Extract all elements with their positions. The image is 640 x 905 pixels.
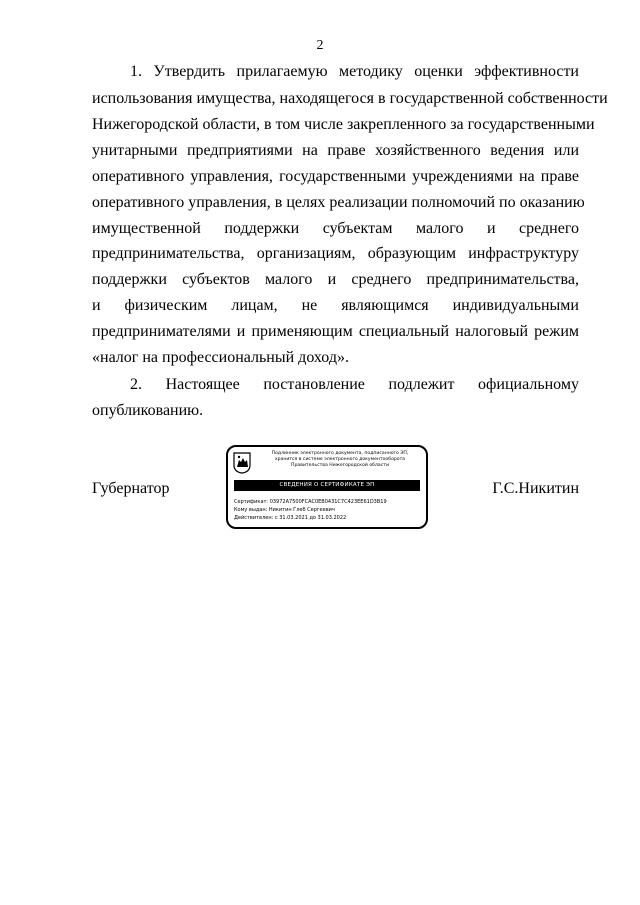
stamp-title: СВЕДЕНИЯ О СЕРТИФИКАТЕ ЭП [234, 480, 420, 491]
text-line: оперативного управления, государственными учреждениями на праве [92, 168, 579, 185]
stamp-header-line: Подлинник электронного документа, подписанного ЭП, [271, 451, 409, 456]
text-line: опубликованию. [92, 402, 204, 419]
stamp-header-line: Правительства Нижегородской области [291, 463, 389, 468]
text-line: унитарными предприятиями на праве хозяйственного ведения или [92, 142, 579, 159]
coat-of-arms-icon [233, 452, 251, 474]
text-line: поддержки субъектов малого и среднего предпринимательства, [92, 271, 579, 288]
text-line: имущественной поддержки субъектам малого и среднего [92, 220, 579, 237]
text-line: использования имущества, находящегося в государственной собственности [92, 90, 608, 107]
text-line: 2. Настоящее постановление подлежит официальному [130, 376, 579, 393]
stamp-certificate: Сертификат: 03972A7500FCAC0EB0431C7C423EE61D3B19 [234, 499, 387, 505]
text-line: Нижегородской области, в том числе закрепленного за государственными [92, 116, 595, 133]
text-line: предпринимательства, организациям, образующим инфраструктуру [92, 245, 579, 262]
stamp-header-line: хранится в системе электронного документооборота [274, 457, 406, 462]
stamp-issued-to: Кому выдан: Никитин Глеб Сергеевич [234, 507, 335, 513]
text-line: предпринимателями и применяющим специальный налоговый режим [92, 323, 579, 340]
signatory-name: Г.С.Никитин [492, 480, 579, 497]
stamp-validity: Действителен: с 31.03.2021 до 31.03.2022 [234, 515, 347, 521]
signatory-position: Губернатор [92, 480, 170, 497]
stamp-header [256, 451, 424, 469]
text-line: «налог на профессиональный доход». [92, 349, 349, 366]
e-signature-stamp [226, 445, 428, 529]
text-line: оперативного управления, в целях реализации полномочий по оказанию [92, 194, 585, 211]
page-number: 2 [316, 38, 324, 53]
text-line: и физическим лицам, не являющимся индивидуальными [92, 297, 579, 314]
text-line: 1. Утвердить прилагаемую методику оценки эффективности [130, 63, 579, 80]
